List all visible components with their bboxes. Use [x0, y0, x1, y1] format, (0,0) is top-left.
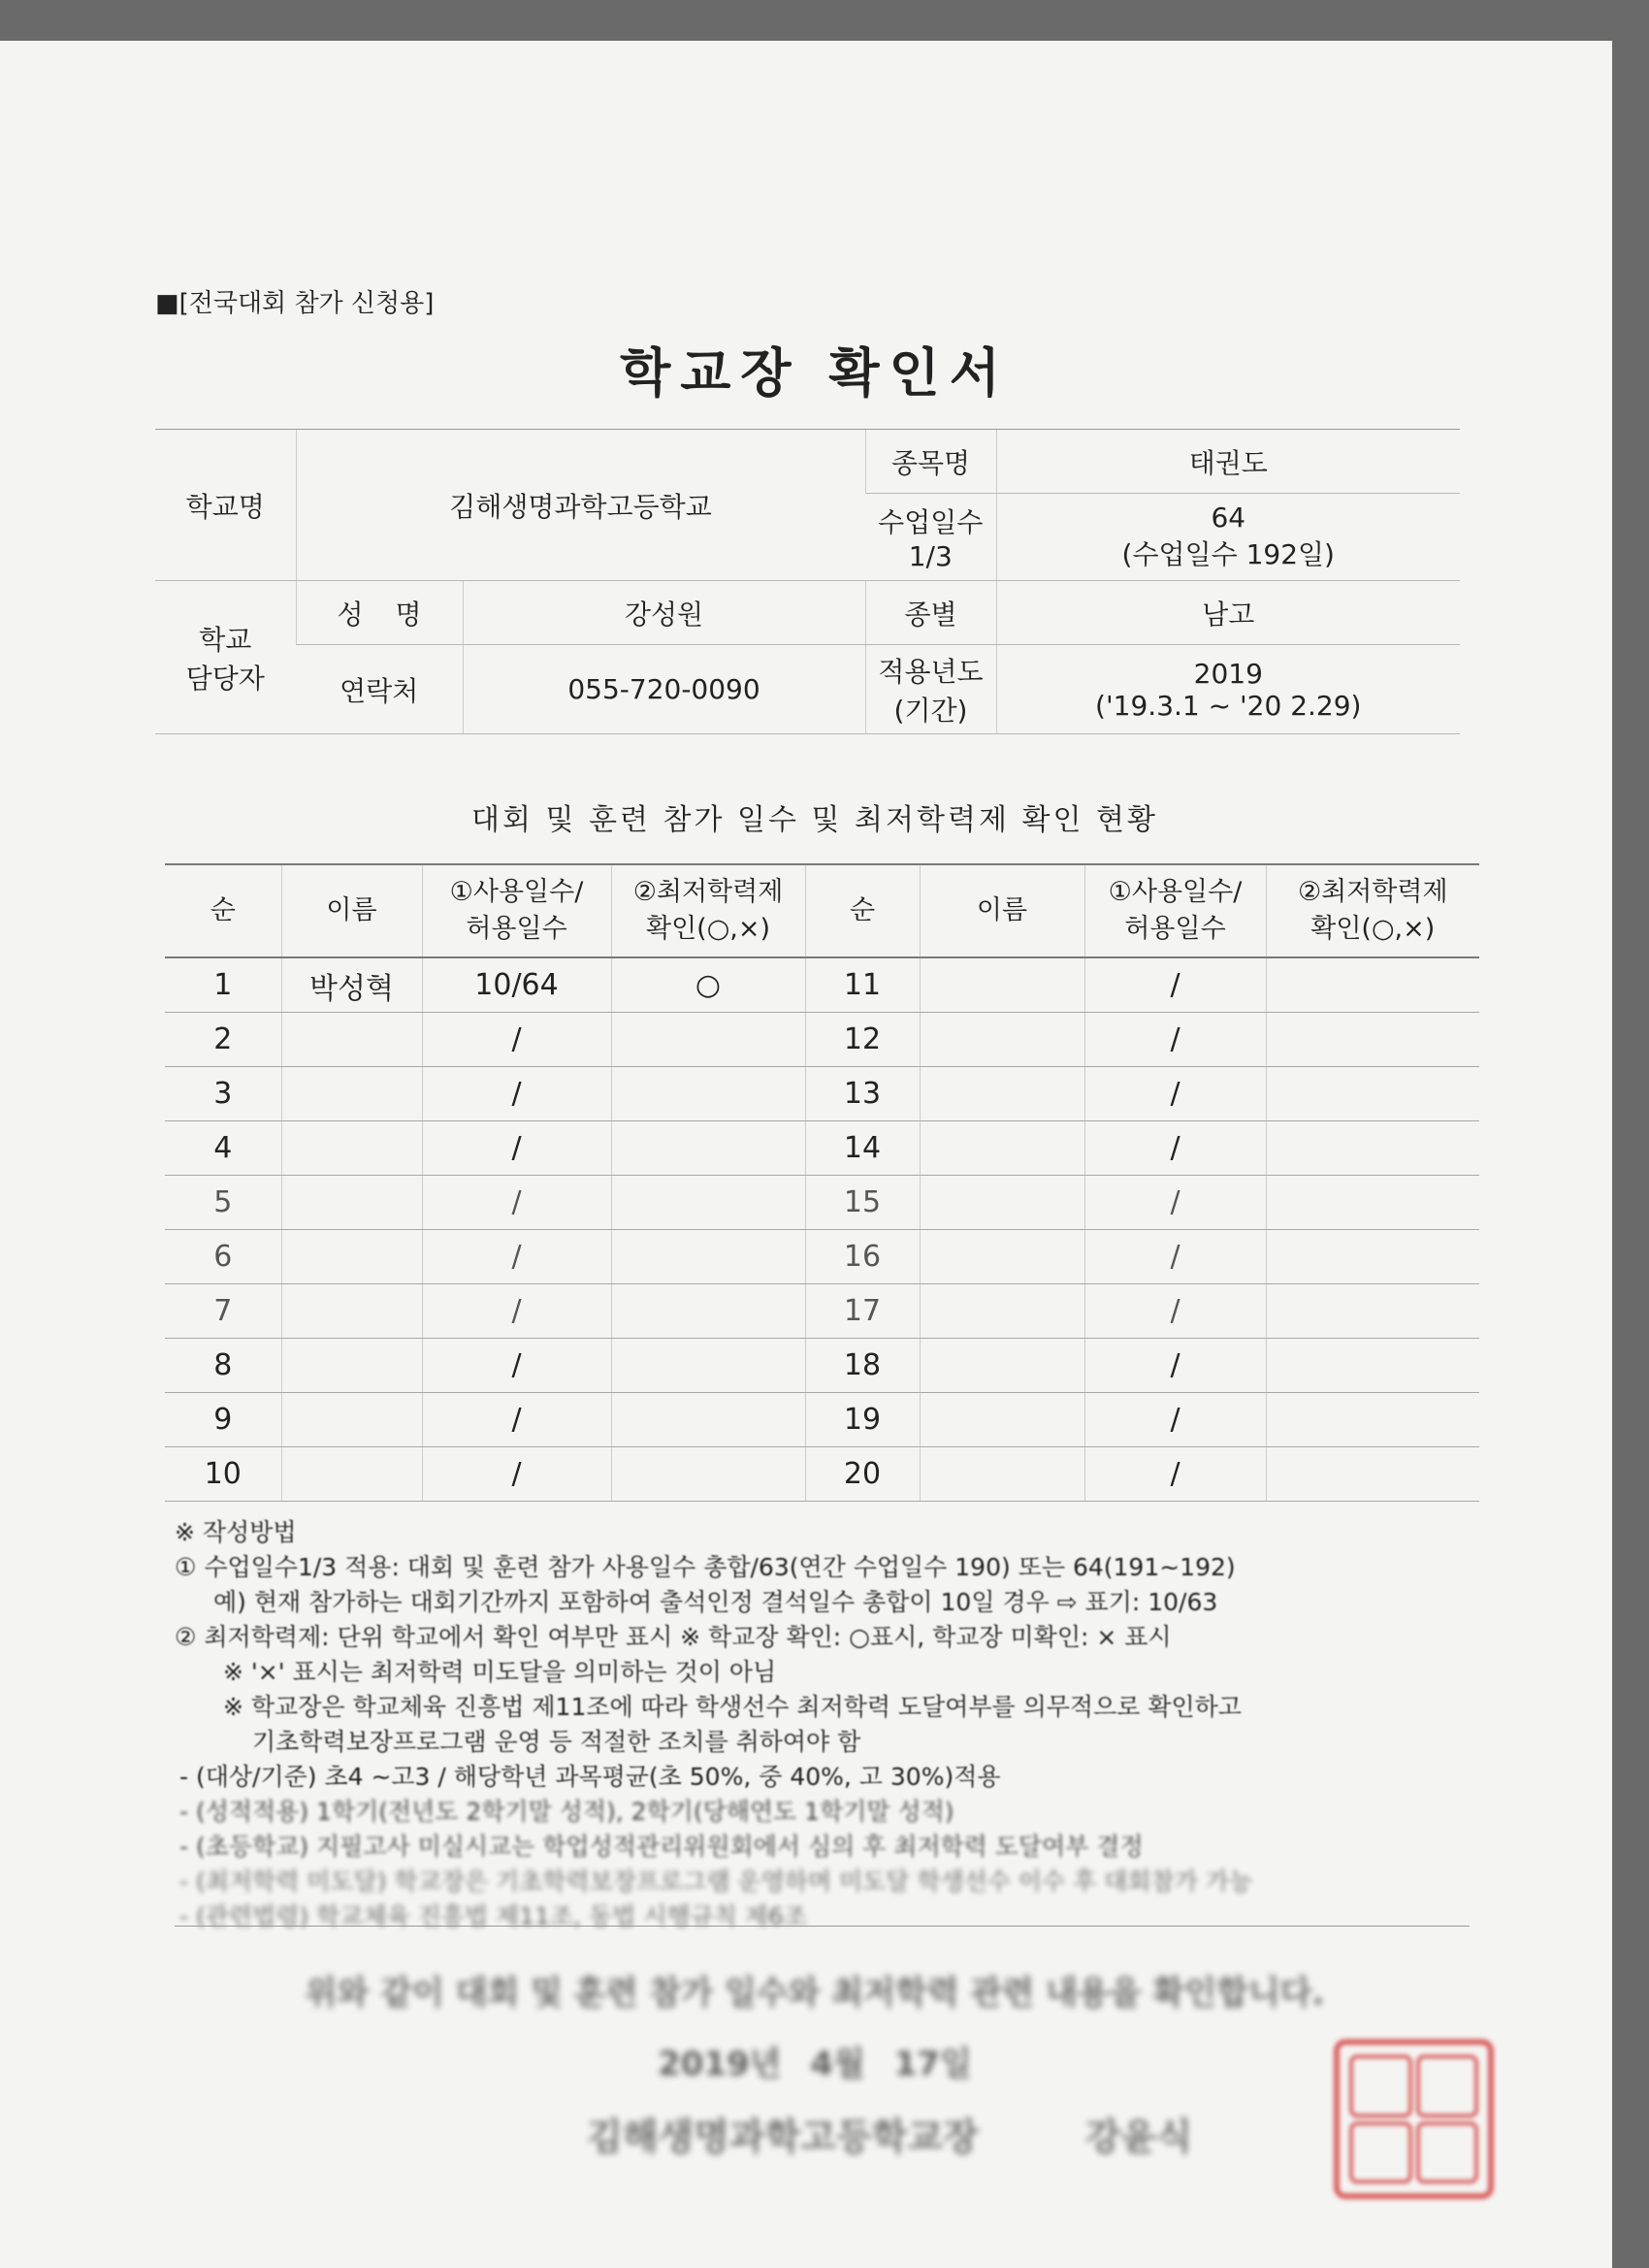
row-days: / [1084, 1013, 1266, 1067]
row-check [1266, 1067, 1479, 1121]
row-name [281, 1284, 422, 1339]
row-name [281, 1230, 422, 1284]
table-row [165, 1176, 1479, 1230]
manager-name-label: 성 명 [296, 581, 463, 645]
row-check [1266, 1284, 1479, 1339]
detail-2: - (성적적용) 1학기(전년도 2학기말 성적), 2학기(당해연도 1학기말 성적) [179, 1798, 954, 1826]
row-name [920, 1013, 1084, 1067]
row-check [1266, 1393, 1479, 1447]
detail-3: - (초등학교) 지필고사 미실시교는 학업성적관리위원회에서 심의 후 최저학력 도달여부 결정 [179, 1832, 1144, 1861]
row-check [611, 1230, 805, 1284]
row-days: / [422, 1013, 611, 1067]
document-page [0, 41, 1612, 2268]
row-name [920, 1067, 1084, 1121]
row-check [611, 1176, 805, 1230]
row-check [611, 1339, 805, 1393]
row-name: 박성혁 [281, 957, 422, 1013]
row-check: ○ [611, 957, 805, 1013]
divider [175, 1926, 1470, 1927]
row-no: 16 [805, 1230, 920, 1284]
form-type-tag: ■[전국대회 참가 신청용] [155, 289, 435, 318]
row-days: / [1084, 1067, 1266, 1121]
sport-value: 태권도 [996, 430, 1460, 494]
table-row [165, 1447, 1479, 1502]
row-no: 12 [805, 1013, 920, 1067]
row-days: / [422, 1447, 611, 1502]
document-title: 학교장 확인서 [620, 342, 1010, 404]
note-2: ② 최저학력제: 단위 학교에서 확인 여부만 표시 ※ 학교장 확인: ○표시, 학교장 미확인: × 표시 [175, 1623, 1172, 1651]
detail-5: - (관련법령) 학교체육 진흥법 제11조, 동법 시행규칙 제6조 [179, 1902, 807, 1930]
row-days: / [1084, 957, 1266, 1013]
row-no: 11 [805, 957, 920, 1013]
row-no: 5 [165, 1176, 281, 1230]
row-no: 10 [165, 1447, 281, 1502]
row-name [920, 1339, 1084, 1393]
year-label: 적용년도 (기간) [865, 645, 996, 734]
row-no: 17 [805, 1284, 920, 1339]
row-days: / [1084, 1447, 1266, 1502]
attendance-rows [165, 957, 1479, 1502]
row-no: 13 [805, 1067, 920, 1121]
row-days: / [422, 1067, 611, 1121]
row-no: 7 [165, 1284, 281, 1339]
row-check [1266, 1339, 1479, 1393]
header-days: ①사용일수/ 허용일수 [1084, 864, 1266, 957]
row-days: / [422, 1339, 611, 1393]
instructions [175, 1515, 1474, 1934]
school-name: 김해생명과학고등학교 [296, 430, 865, 581]
header-check: ②최저학력제 확인(○,×) [611, 864, 805, 957]
row-no: 3 [165, 1067, 281, 1121]
info-table [155, 429, 1460, 734]
confirmation-text: 위와 같이 대회 및 훈련 참가 일수와 최저학력 관련 내용을 확인합니다. [305, 1974, 1325, 2013]
days-value: 64 (수업일수 192일) [996, 494, 1460, 581]
row-days: / [422, 1176, 611, 1230]
row-name [281, 1447, 422, 1502]
row-name [281, 1013, 422, 1067]
sport-label: 종목명 [865, 430, 996, 494]
school-label: 학교명 [155, 430, 296, 581]
row-check [1266, 1230, 1479, 1284]
header-no: 순 [165, 864, 281, 957]
table-row [165, 1121, 1479, 1176]
row-check [611, 1121, 805, 1176]
header-name: 이름 [920, 864, 1084, 957]
row-check [611, 1447, 805, 1502]
table-row [165, 957, 1479, 1013]
row-name [281, 1393, 422, 1447]
contact-label: 연락처 [296, 645, 463, 734]
row-check [1266, 1447, 1479, 1502]
row-no: 1 [165, 957, 281, 1013]
row-name [920, 1121, 1084, 1176]
principal-signature-line [587, 2107, 1192, 2160]
row-name [281, 1176, 422, 1230]
header-check: ②최저학력제 확인(○,×) [1266, 864, 1479, 957]
row-name [920, 1230, 1084, 1284]
table-row [165, 1284, 1479, 1339]
row-check [1266, 1176, 1479, 1230]
row-name [920, 1393, 1084, 1447]
row-check [1266, 1013, 1479, 1067]
header-name: 이름 [281, 864, 422, 957]
notes-heading: ※ 작성방법 [175, 1518, 297, 1546]
row-days: / [422, 1121, 611, 1176]
table-row [165, 1230, 1479, 1284]
principal-title: 김해생명과학고등학교장 [587, 2116, 979, 2158]
row-check [1266, 957, 1479, 1013]
row-no: 19 [805, 1393, 920, 1447]
header-no: 순 [805, 864, 920, 957]
issue-date: 2019년 4월 17일 [658, 2045, 972, 2084]
row-name [281, 1339, 422, 1393]
row-name [920, 957, 1084, 1013]
row-no: 6 [165, 1230, 281, 1284]
row-check [1266, 1121, 1479, 1176]
note-1: ① 수업일수1/3 적용: 대회 및 훈련 참가 사용일수 총합/63(연간 수업일수 190) 또는 64(191~192) [175, 1553, 1236, 1581]
note-2a: ※ '×' 표시는 최저학력 미도달을 의미하는 것이 아님 [223, 1658, 777, 1686]
row-no: 15 [805, 1176, 920, 1230]
row-check [611, 1067, 805, 1121]
contact-value: 055-720-0090 [463, 645, 865, 734]
table-row [165, 1393, 1479, 1447]
year-value: 2019 ('19.3.1 ~ '20 2.29) [996, 645, 1460, 734]
row-days: / [422, 1230, 611, 1284]
row-check [611, 1013, 805, 1067]
row-days: 10/64 [422, 957, 611, 1013]
row-days: / [1084, 1176, 1266, 1230]
row-name [920, 1447, 1084, 1502]
row-check [611, 1393, 805, 1447]
note-2b-cont: 기초학력보장프로그램 운영 등 적절한 조치를 취하여야 함 [252, 1728, 861, 1756]
row-no: 9 [165, 1393, 281, 1447]
row-days: / [1084, 1393, 1266, 1447]
row-no: 2 [165, 1013, 281, 1067]
kind-value: 남고 [996, 581, 1460, 645]
note-2b: ※ 학교장은 학교체육 진흥법 제11조에 따라 학생선수 최저학력 도달여부를 의무적으로 확인하고 [223, 1693, 1242, 1721]
row-no: 18 [805, 1339, 920, 1393]
row-check [611, 1284, 805, 1339]
row-no: 4 [165, 1121, 281, 1176]
row-days: / [1084, 1339, 1266, 1393]
note-1-example: 예) 현재 참가하는 대회기간까지 포함하여 출석인정 결석일수 총합이 10일 경우 ⇨ 표기: 10/63 [213, 1588, 1218, 1616]
official-seal-stamp [1334, 2039, 1494, 2199]
detail-4: - (최저학력 미도달) 학교장은 기초학력보장프로그램 운영하며 미도달 학생선수 이수 후 대회참가 가능 [179, 1867, 1253, 1895]
table-row [165, 1013, 1479, 1067]
attendance-table [165, 863, 1479, 1502]
row-days: / [422, 1284, 611, 1339]
principal-name: 강윤식 [1084, 2116, 1192, 2158]
days-label: 수업일수 1/3 [865, 494, 996, 581]
row-no: 14 [805, 1121, 920, 1176]
row-no: 8 [165, 1339, 281, 1393]
row-name [281, 1121, 422, 1176]
row-name [281, 1067, 422, 1121]
kind-label: 종별 [865, 581, 996, 645]
table-row [165, 1067, 1479, 1121]
row-days: / [1084, 1230, 1266, 1284]
manager-name: 강성원 [463, 581, 865, 645]
row-no: 20 [805, 1447, 920, 1502]
detail-1: - (대상/기준) 초4 ~고3 / 해당학년 과목평균(초 50%, 중 40%, 고 30%)적용 [179, 1763, 1001, 1791]
table-row [165, 1339, 1479, 1393]
row-name [920, 1176, 1084, 1230]
section-title: 대회 및 훈련 참가 일수 및 최저학력제 확인 현황 [471, 803, 1158, 837]
manager-label: 학교 담당자 [155, 581, 296, 734]
row-days: / [422, 1393, 611, 1447]
row-name [920, 1284, 1084, 1339]
row-days: / [1084, 1284, 1266, 1339]
header-days: ①사용일수/ 허용일수 [422, 864, 611, 957]
row-days: / [1084, 1121, 1266, 1176]
